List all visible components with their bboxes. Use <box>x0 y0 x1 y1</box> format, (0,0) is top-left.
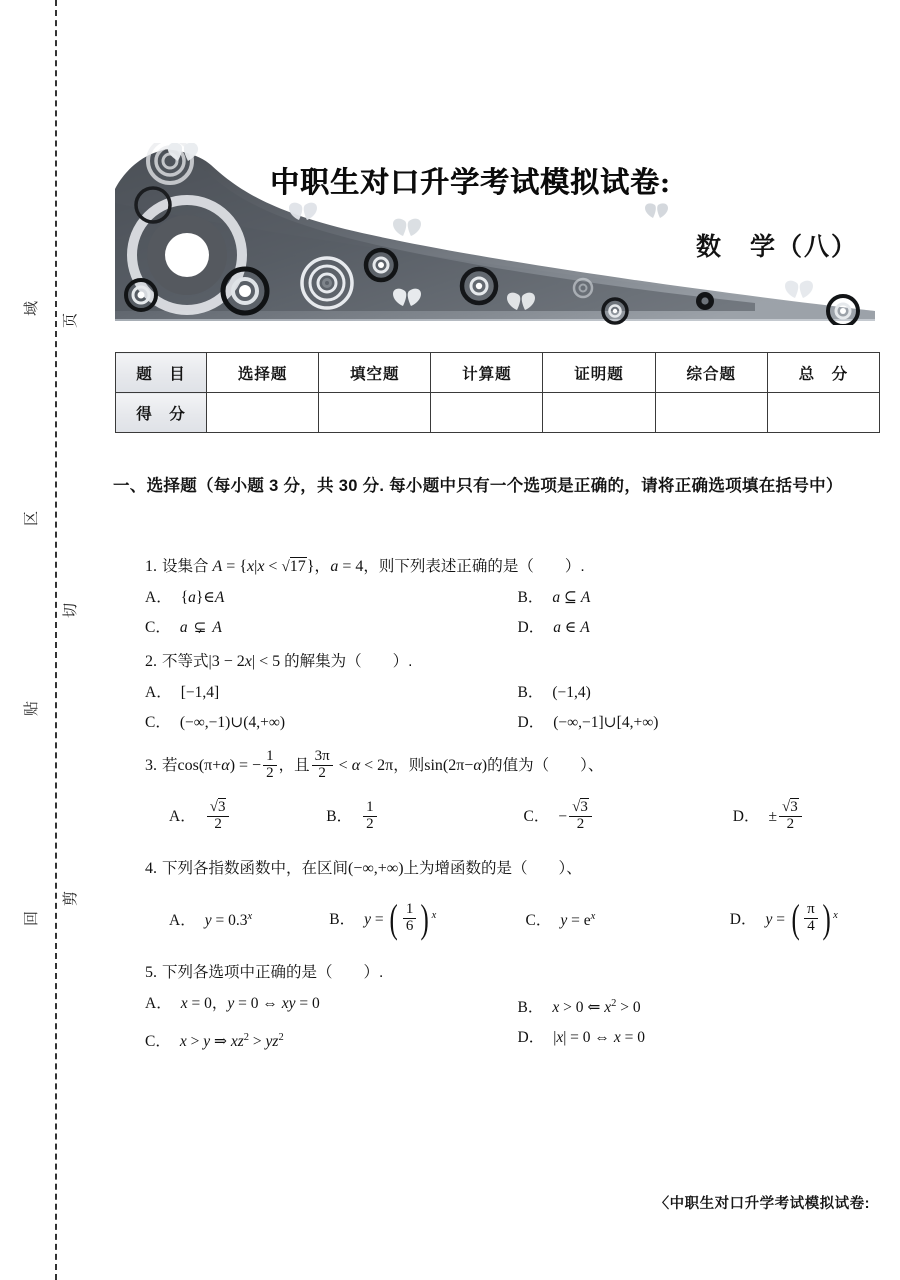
question-3-option-C[interactable]: C． − $\frac{√3}{2}$ <box>484 801 681 834</box>
score-table-col-1: 填空题 <box>319 353 431 393</box>
question-2-option-C[interactable]: C． (−∞,−1)∪(4,+∞) <box>145 714 286 731</box>
question-2-number: 2. <box>145 653 157 670</box>
question-3-number: 3. <box>145 757 157 774</box>
question-1-stem-pre: 设集合 <box>162 558 209 575</box>
score-table-col-4: 综合题 <box>655 353 767 393</box>
question-5-option-D[interactable]: D． |x| = 0 ⇔ x = 0 <box>517 1029 645 1047</box>
question-3 <box>145 746 890 848</box>
score-table <box>115 352 880 433</box>
score-cell-1[interactable] <box>319 393 431 433</box>
question-2-stem: 2. 不等式|3 − 2x| < 5 的解集为（ ）. <box>145 653 413 670</box>
question-5-option-A[interactable]: A． x = 0，y = 0 ⇔ xy = 0 <box>145 995 320 1012</box>
question-2-options-row-1 <box>145 678 890 708</box>
page-footer: 〈中职生对口升学考试模拟试卷: <box>654 1196 870 1212</box>
question-1-option-A[interactable]: A． {a}∈A <box>145 589 225 606</box>
question-4-option-B[interactable]: B． y = ( $\frac{1}{6}$ ) $^x$ <box>329 896 437 942</box>
question-3-option-C-label: C． <box>523 807 550 825</box>
question-2-option-A[interactable]: A． [−1,4] <box>145 684 220 701</box>
margin-mark-outer-1: 区 <box>23 510 41 527</box>
question-5-option-C-label: C． <box>145 1033 171 1051</box>
score-table-col-3: 证明题 <box>543 353 655 393</box>
question-3-option-D[interactable]: D． ± $\frac{√3}{2}$ <box>681 801 890 834</box>
section-heading <box>113 468 883 504</box>
question-4-options <box>145 884 890 954</box>
question-3-stem: 3. 若cos(π+α) = − $\frac{1}{2}$ ，且 $\frac{3\pi}{2}$ < α < 2π，则sin(2π−α)的值为（ ）、 <box>145 748 604 781</box>
question-3-option-B[interactable]: B． $\frac{1}{2}$ <box>326 801 483 834</box>
question-1-option-D[interactable]: D． a ∈ A <box>517 619 590 636</box>
question-3-option-A-label: A． <box>169 807 196 825</box>
margin-mark-inner-0: 页 <box>62 312 80 329</box>
question-3-options <box>145 786 890 848</box>
question-4-option-D-label: D． <box>729 910 757 928</box>
margin-mark-inner-2: 剪 <box>62 890 80 907</box>
question-1-number: 1. <box>145 558 157 575</box>
question-4-number: 4. <box>145 860 157 877</box>
question-4-option-A[interactable]: A． $y = 0.3^x$ <box>169 910 253 930</box>
question-5-stem: 5. 下列各选项中正确的是（ ）. <box>145 964 384 981</box>
question-2-option-B-label: B． <box>517 684 544 701</box>
score-cell-5[interactable] <box>767 393 879 433</box>
question-4-stem: 4. 下列各指数函数中，在区间(−∞,+∞)上为增函数的是（ ）、 <box>145 860 582 877</box>
question-1-option-B-label: B． <box>517 589 544 606</box>
question-5-options-row-2 <box>145 1023 890 1057</box>
question-2-option-B[interactable]: B． (−1,4) <box>517 684 591 701</box>
question-1 <box>145 552 890 643</box>
question-5-options-row-1 <box>145 989 890 1023</box>
question-5-option-C[interactable]: C． x > y ⇒ $xz^2 > yz^2$ <box>145 1032 284 1051</box>
score-cell-2[interactable] <box>431 393 543 433</box>
table-row-scores <box>116 393 880 433</box>
score-table-row-label-0: 题 目 <box>116 353 207 393</box>
question-2-option-A-label: A． <box>145 684 172 701</box>
question-4-option-A-label: A． <box>169 912 196 930</box>
question-1-option-A-label: A． <box>145 589 172 606</box>
margin-mark-outer-3: 回 <box>23 910 41 927</box>
question-4-option-C[interactable]: C． $y = e^x$ <box>525 910 596 930</box>
question-2-option-D-label: D． <box>517 714 545 731</box>
question-1-stem-mid: ，则下列表述正确的是（ ）. <box>363 558 585 575</box>
table-row-headers <box>116 353 880 393</box>
question-1-option-C-label: C． <box>145 619 171 636</box>
question-2-option-D[interactable]: D． (−∞,−1]∪[4,+∞) <box>517 714 659 731</box>
score-table-row-label-1: 得 分 <box>116 393 207 433</box>
question-3-option-B-label: B． <box>326 807 353 825</box>
question-list <box>145 552 890 1061</box>
question-2 <box>145 647 890 738</box>
score-table-col-0: 选择题 <box>207 353 319 393</box>
seal-dashed-line <box>55 0 57 1280</box>
score-cell-0[interactable] <box>207 393 319 433</box>
question-5-option-A-label: A． <box>145 995 172 1012</box>
margin-mark-outer-2: 贴 <box>23 700 41 717</box>
question-5-option-B[interactable]: B． x > 0 ⇐ $x^2 > 0$ <box>517 998 641 1017</box>
question-4-option-D[interactable]: D． y = ( $\frac{\pi}{4}$ ) $^x$ <box>729 896 838 942</box>
question-1-option-D-label: D． <box>517 619 545 636</box>
score-table-col-5: 总 分 <box>767 353 879 393</box>
question-1-option-B[interactable]: B． a ⊆ A <box>517 589 591 606</box>
page-title: 中职生对口升学考试模拟试卷: <box>270 167 671 199</box>
question-1-option-C[interactable]: C． a ⊊ A <box>145 619 222 636</box>
question-5-option-D-label: D． <box>517 1029 545 1047</box>
question-3-option-A[interactable]: A． $\frac{√3}{2}$ <box>145 801 326 834</box>
question-4-option-B-label: B． <box>329 910 356 928</box>
question-4-option-C-label: C． <box>525 912 552 930</box>
question-5-option-B-label: B． <box>517 999 544 1017</box>
section-label: 一、选择题 <box>113 477 197 495</box>
question-4 <box>145 854 890 954</box>
section-instructions: （每小题 3 分，共 30 分. 每小题中只有一个选项是正确的，请将正确选项填在括号中） <box>197 477 843 495</box>
score-cell-3[interactable] <box>543 393 655 433</box>
subject-title: 数 学（八） <box>695 234 858 261</box>
question-5 <box>145 958 890 1057</box>
question-2-options-row-2 <box>145 708 890 738</box>
score-cell-4[interactable] <box>655 393 767 433</box>
margin-mark-outer-0: 域 <box>23 300 41 317</box>
title-block <box>270 160 880 263</box>
question-3-option-D-label: D． <box>732 807 760 825</box>
margin-mark-inner-1: 切 <box>62 602 80 619</box>
score-table-col-2: 计算题 <box>431 353 543 393</box>
question-1-options-row-2 <box>145 613 890 643</box>
question-1-options-row-1 <box>145 583 890 613</box>
question-5-number: 5. <box>145 964 157 981</box>
question-2-option-C-label: C． <box>145 714 171 731</box>
question-1-stem: 1. 设集合 A = {x|x < √17}，a = 4，则下列表述正确的是（ ）. <box>145 558 585 575</box>
